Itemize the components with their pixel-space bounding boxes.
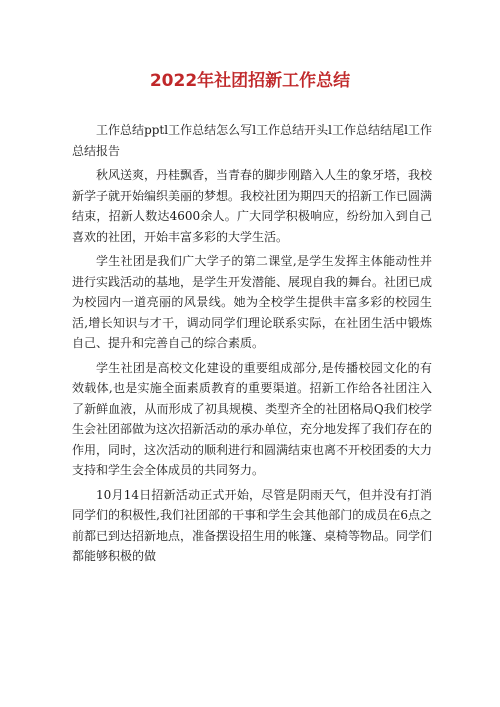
paragraph-intro: 秋风送爽，丹桂飘香，当青春的脚步刚踏入人生的象牙塔，我校新学子就开始编织美丽的梦想。我校社团为期四天的招新工作已圆满结束，招新人数达4600余人。广大同学积极响应，纷纷加入到自己喜欢的社团，开始丰富多彩的大学生活。 (72, 168, 433, 244)
paragraph-second-classroom: 学生社团是我们广大学子的第二课堂,是学生发挥主体能动性并进行实践活动的基地，是学生开发潜能、展现自我的舞台。社团已成为校园内一道亮丽的风景线。她为全校学生提供丰富多彩的校园生活,增长知识与才干，调动同学们理论联系实际，在社团生活中锻炼自己、提升和完善自己的综合素质。 (72, 254, 433, 350)
paragraph-keywords: 工作总结pptl工作总结怎么写l工作总结开头l工作总结结尾l工作总结报告 (72, 123, 432, 158)
document-body (72, 120, 432, 571)
paragraph-october-event: 10月14日招新活动正式开始，尽管是阴雨天气，但并没有打消同学们的积极性,我们社团部的干事和学生会其他部门的成员在6点之前都已到达招新地点，准备摆设招生用的帐篷、桌椅等物品。同学们都能够积极的做 (72, 487, 433, 563)
document-title: 2022年社团招新工作总结 (149, 71, 351, 91)
paragraph-campus-culture: 学生社团是高校文化建设的重要组成部分,是传播校园文化的有效载体,也是实施全面素质教育的重要渠道。招新工作给各社团注入了新鲜血液，从而形成了初具规模、类型齐全的社团格局Q我们校学生会社团部做为这次招新活动的承办单位，充分地发挥了我们存在的作用，同时，这次活动的顺利进行和圆满结束也离不开校团委的大力支持和学生会全体成员的共同努力。 (72, 360, 433, 477)
